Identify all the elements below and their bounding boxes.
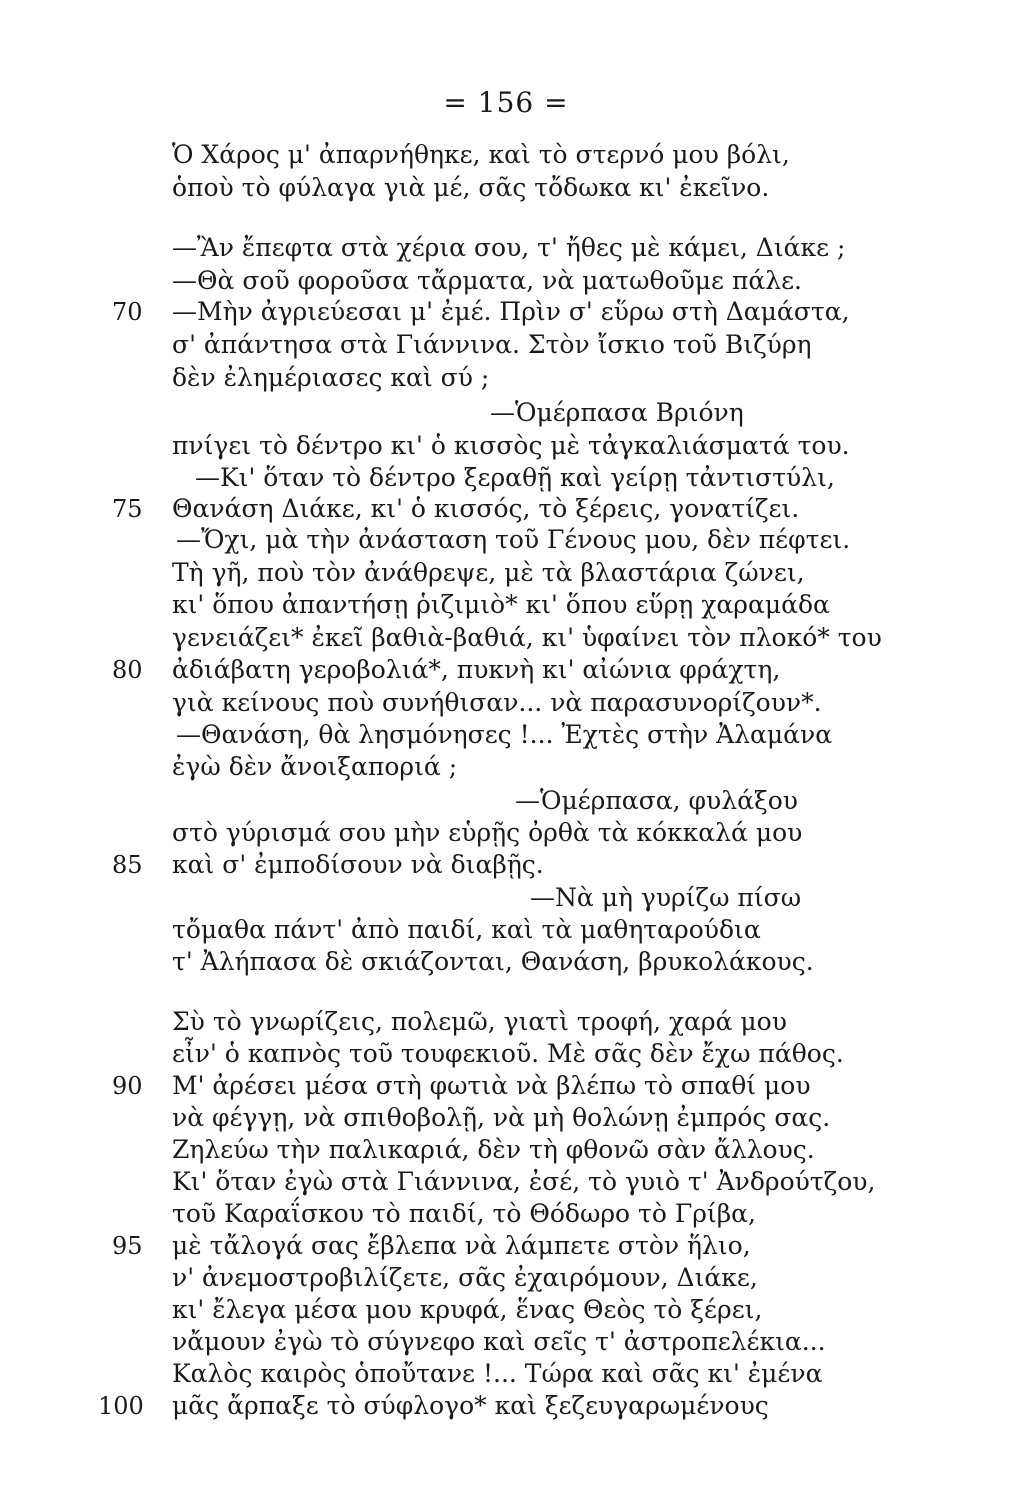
verse-line: κι' ὅπου ἀπαντήσῃ ῥιζιμιὸ* κι' ὅπου εὕρῃ χαραμάδα [172,590,830,619]
verse-line: ν' ἀνεμοστροβιλίζετε, σᾶς ἐχαιρόμουν, Διάκε, [172,1263,758,1292]
verse-line: —Νὰ μὴ γυρίζω πίσω [530,883,802,912]
line-number: 75 [112,495,143,523]
verse-line: Σὺ τὸ γνωρίζεις, πολεμῶ, γιατὶ τροφή, χαρά μου [172,1007,787,1036]
verse-line: τὄμαθα πάντ' ἀπὸ παιδί, καὶ τὰ μαθηταρούδια [172,915,761,944]
verse-line: στὸ γύρισμά σου μὴν εὑρῇς ὀρθὰ τὰ κόκκαλά μου [172,818,803,847]
verse-line: Κι' ὅταν ἐγὼ στὰ Γιάννινα, ἐσέ, τὸ γυιὸ τ' Ἀνδρούτζου, [172,1167,876,1196]
verse-line: πνίγει τὸ δέντρο κι' ὁ κισσὸς μὲ τἀγκαλιάσματά του. [172,431,850,460]
line-number: 70 [112,298,143,326]
line-number: 90 [112,1072,143,1100]
verse-line: τ' Ἀλήπασα δὲ σκιάζονται, Θανάση, βρυκολάκους. [172,947,814,976]
verse-line: σ' ἀπάντησα στὰ Γιάννινα. Στὸν ἴσκιο τοῦ Βιζύρη [172,330,812,359]
verse-line: εἶν' ὁ καπνὸς τοῦ τουφεκιοῦ. Μὲ σᾶς δὲν ἔχω πάθος. [172,1039,844,1068]
verse-line: Μ' ἀρέσει μέσα στὴ φωτιὰ νὰ βλέπω τὸ σπαθί μου [172,1071,811,1100]
verse-line: καὶ σ' ἐμποδίσουν νὰ διαβῇς. [172,850,544,879]
verse-line: —Μὴν ἀγριεύεσαι μ' ἐμέ. Πρὶν σ' εὕρω στὴ Δαμάστα, [172,297,850,326]
verse-line: Θανάση Διάκε, κι' ὁ κισσός, τὸ ξέρεις, γονατίζει. [172,494,800,523]
line-number: 85 [112,851,143,879]
verse-line: τοῦ Καραΐσκου τὸ παιδί, τὸ Θόδωρο τὸ Γρίβα, [172,1199,757,1228]
verse-line: κι' ἔλεγα μέσα μου κρυφά, ἕνας Θεὸς τὸ ξέρει, [172,1295,763,1324]
verse-line: —Θανάση, θὰ λησμόνησες !... Ἐχτὲς στὴν Ἀλαμάνα [176,720,833,749]
verse-line: μᾶς ἄρπαξε τὸ σύφλογο* καὶ ξεζευγαρωμένους [172,1391,769,1420]
verse-line: Τὴ γῆ, ποὺ τὸν ἀνάθρεψε, μὲ τὰ βλαστάρια ζώνει, [172,558,805,587]
verse-line: —Ἂν ἔπεφτα στὰ χέρια σου, τ' ἤθες μὲ κάμει, Διάκε ; [172,233,846,262]
verse-line: —Ὁμέρπασα, φυλάξου [515,786,798,815]
verse-line: Ζηλεύω τὴν παλικαριά, δὲν τὴ φθονῶ σὰν ἄλλους. [172,1135,815,1164]
verse-line: ἀδιάβατη γεροβολιά*, πυκνὴ κι' αἰώνια φράχτη, [172,655,781,684]
line-number: 100 [98,1392,144,1420]
verse-line: νὰ φέγγῃ, νὰ σπιθοβολῇ, νὰ μὴ θολώνῃ ἐμπρός σας. [172,1103,831,1132]
verse-line: δὲν ἐλημέριασες καὶ σύ ; [172,363,490,392]
verse-line: γενειάζει* ἐκεῖ βαθιὰ-βαθιά, κι' ὑφαίνει τὸν πλοκό* του [172,623,882,652]
verse-line: —Ὄχι, μὰ τὴν ἀνάσταση τοῦ Γένους μου, δὲν πέφτει. [176,525,851,554]
verse-line: ἐγὼ δὲν ἄνοιξαποριά ; [172,752,458,781]
verse-line: ὁποὺ τὸ φύλαγα γιὰ μέ, σᾶς τὄδωκα κι' ἐκεῖνο. [172,173,770,202]
verse-line: γιὰ κείνους ποὺ συνήθισαν... νὰ παρασυνορίζουν*. [172,688,822,717]
verse-line: νἄμουν ἐγὼ τὸ σύγνεφο καὶ σεῖς τ' ἀστροπελέκια... [172,1327,826,1356]
line-number: 80 [112,656,143,684]
verse-line: Καλὸς καιρὸς ὁποὔτανε !... Τώρα καὶ σᾶς κι' ἐμένα [172,1359,823,1388]
line-number: 95 [112,1232,143,1260]
verse-line: —Κι' ὅταν τὸ δέντρο ξεραθῇ καὶ γείρῃ τἀντιστύλι, [195,463,835,492]
verse-line: μὲ τἄλογά σας ἔβλεπα νὰ λάμπετε στὸν ἥλιο, [172,1231,751,1260]
verse-line: —Ὁμέρπασα Βριόνη [490,398,744,427]
verse-line: Ὁ Χάρος μ' ἀπαρνήθηκε, καὶ τὸ στερνό μου βόλι, [172,140,790,169]
verse-line: —Θὰ σοῦ φοροῦσα τἄρματα, νὰ ματωθοῦμε πάλε. [172,266,803,295]
page-number: = 156 = [443,86,569,119]
